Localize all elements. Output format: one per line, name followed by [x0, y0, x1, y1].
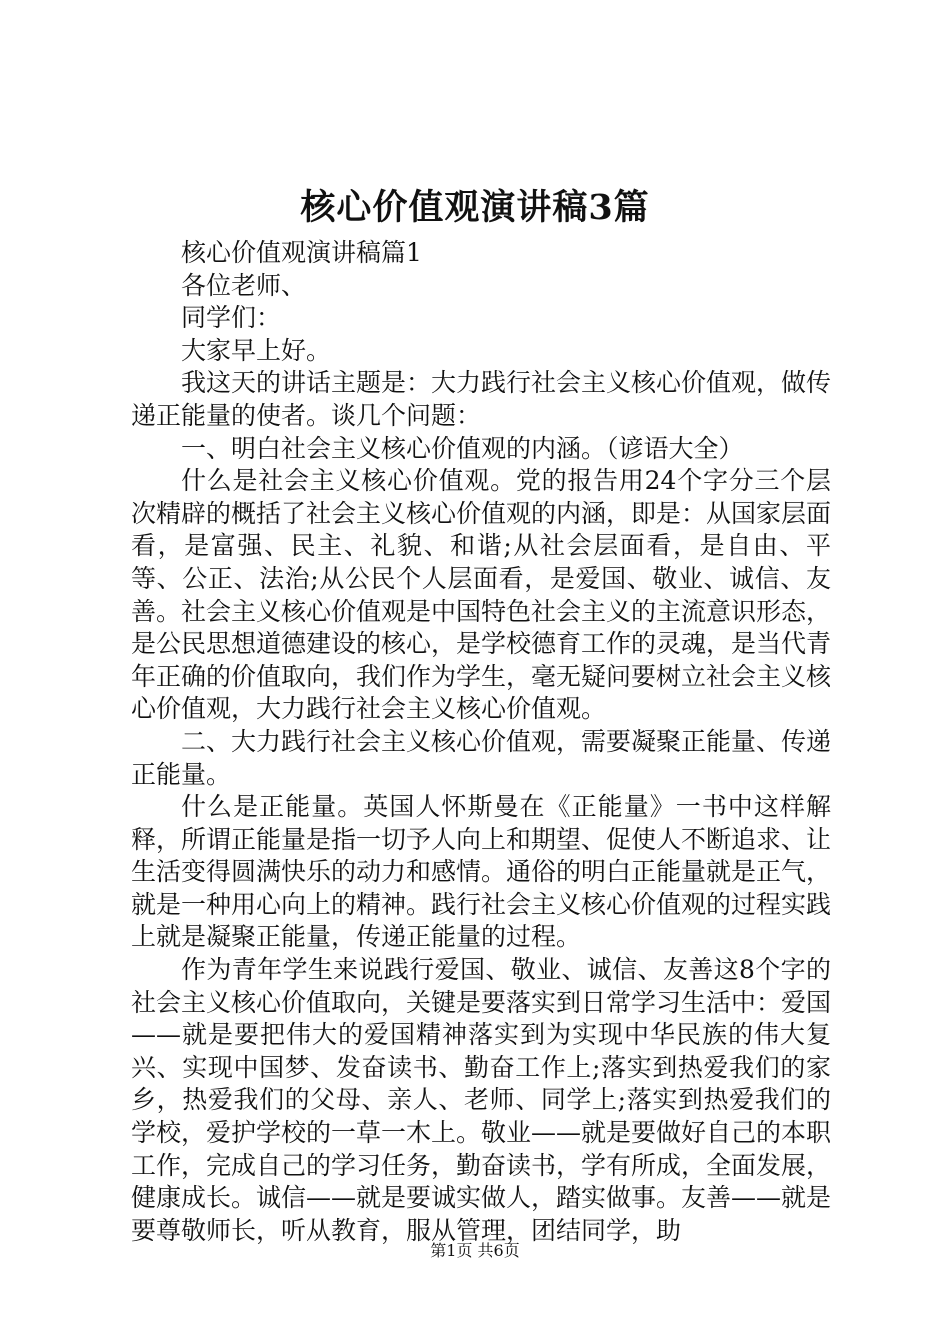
- body-paragraph: 什么是正能量。英国人怀斯曼在《正能量》一书中这样解释，所谓正能量是指一切予人向上和期望、促使人不断追求、让生活变得圆满快乐的动力和感情。通俗的明白正能量就是正气，就是一种用心向上的精神。践行社会主义核心价值观的过程实践上就是凝聚正能量，传递正能量的过程。: [131, 792, 832, 952]
- section-heading: 核心价值观演讲稿篇1: [181, 238, 422, 267]
- greeting-line: 大家早上好。: [181, 335, 332, 365]
- body-paragraph: 什么是社会主义核心价值观。党的报告用24个字分三个层次精辟的概括了社会主义核心价值观的内涵，即是：从国家层面看，是富强、民主、礼貌、和谐;从社会层面看，是自由、平等、公正、法治;从公民个人层面看，是爱国、敬业、诚信、友善。社会主义核心价值观是中国特色社会主义的主流意识形态，是公民思想道德建设的核心，是学校德育工作的灵魂，是当代青年正确的价值取向，我们作为学生，毫无疑问要树立社会主义核心价值观，大力践行社会主义核心价值观。: [131, 466, 832, 724]
- salutation-line: 同学们：: [181, 303, 282, 333]
- document-title: 核心价值观演讲稿3篇: [300, 187, 650, 228]
- body-paragraph: 我这天的讲话主题是：大力践行社会主义核心价值观，做传递正能量的使者。谈几个问题：: [131, 368, 832, 430]
- subheading-paragraph: 一、明白社会主义核心价值观的内涵。（谚语大全）: [181, 433, 744, 463]
- document-body: [131, 237, 831, 1247]
- subheading-paragraph: 二、大力践行社会主义核心价值观，需要凝聚正能量、传递正能量。: [131, 726, 832, 789]
- body-paragraph: 作为青年学生来说践行爱国、敬业、诚信、友善这8个字的社会主义核心价值取向，关键是要落实到日常学习生活中：爱国——就是要把伟大的爱国精神落实到为实现中华民族的伟大复兴、实现中国梦、发奋读书、勤奋工作上;落实到热爱我们的家乡，热爱我们的父母、亲人、老师、同学上;落实到热爱我们的学校，爱护学校的一草一木上。敬业——就是要做好自己的本职工作，完成自己的学习任务，勤奋读书，学有所成，全面发展，健康成长。诚信——就是要诚实做人，踏实做事。友善——就是要尊敬师长，听从教育，服从管理，团结同学，助: [131, 955, 832, 1245]
- page-footer: 第1页 共6页: [430, 1241, 520, 1260]
- salutation-line: 各位老师、: [181, 270, 307, 300]
